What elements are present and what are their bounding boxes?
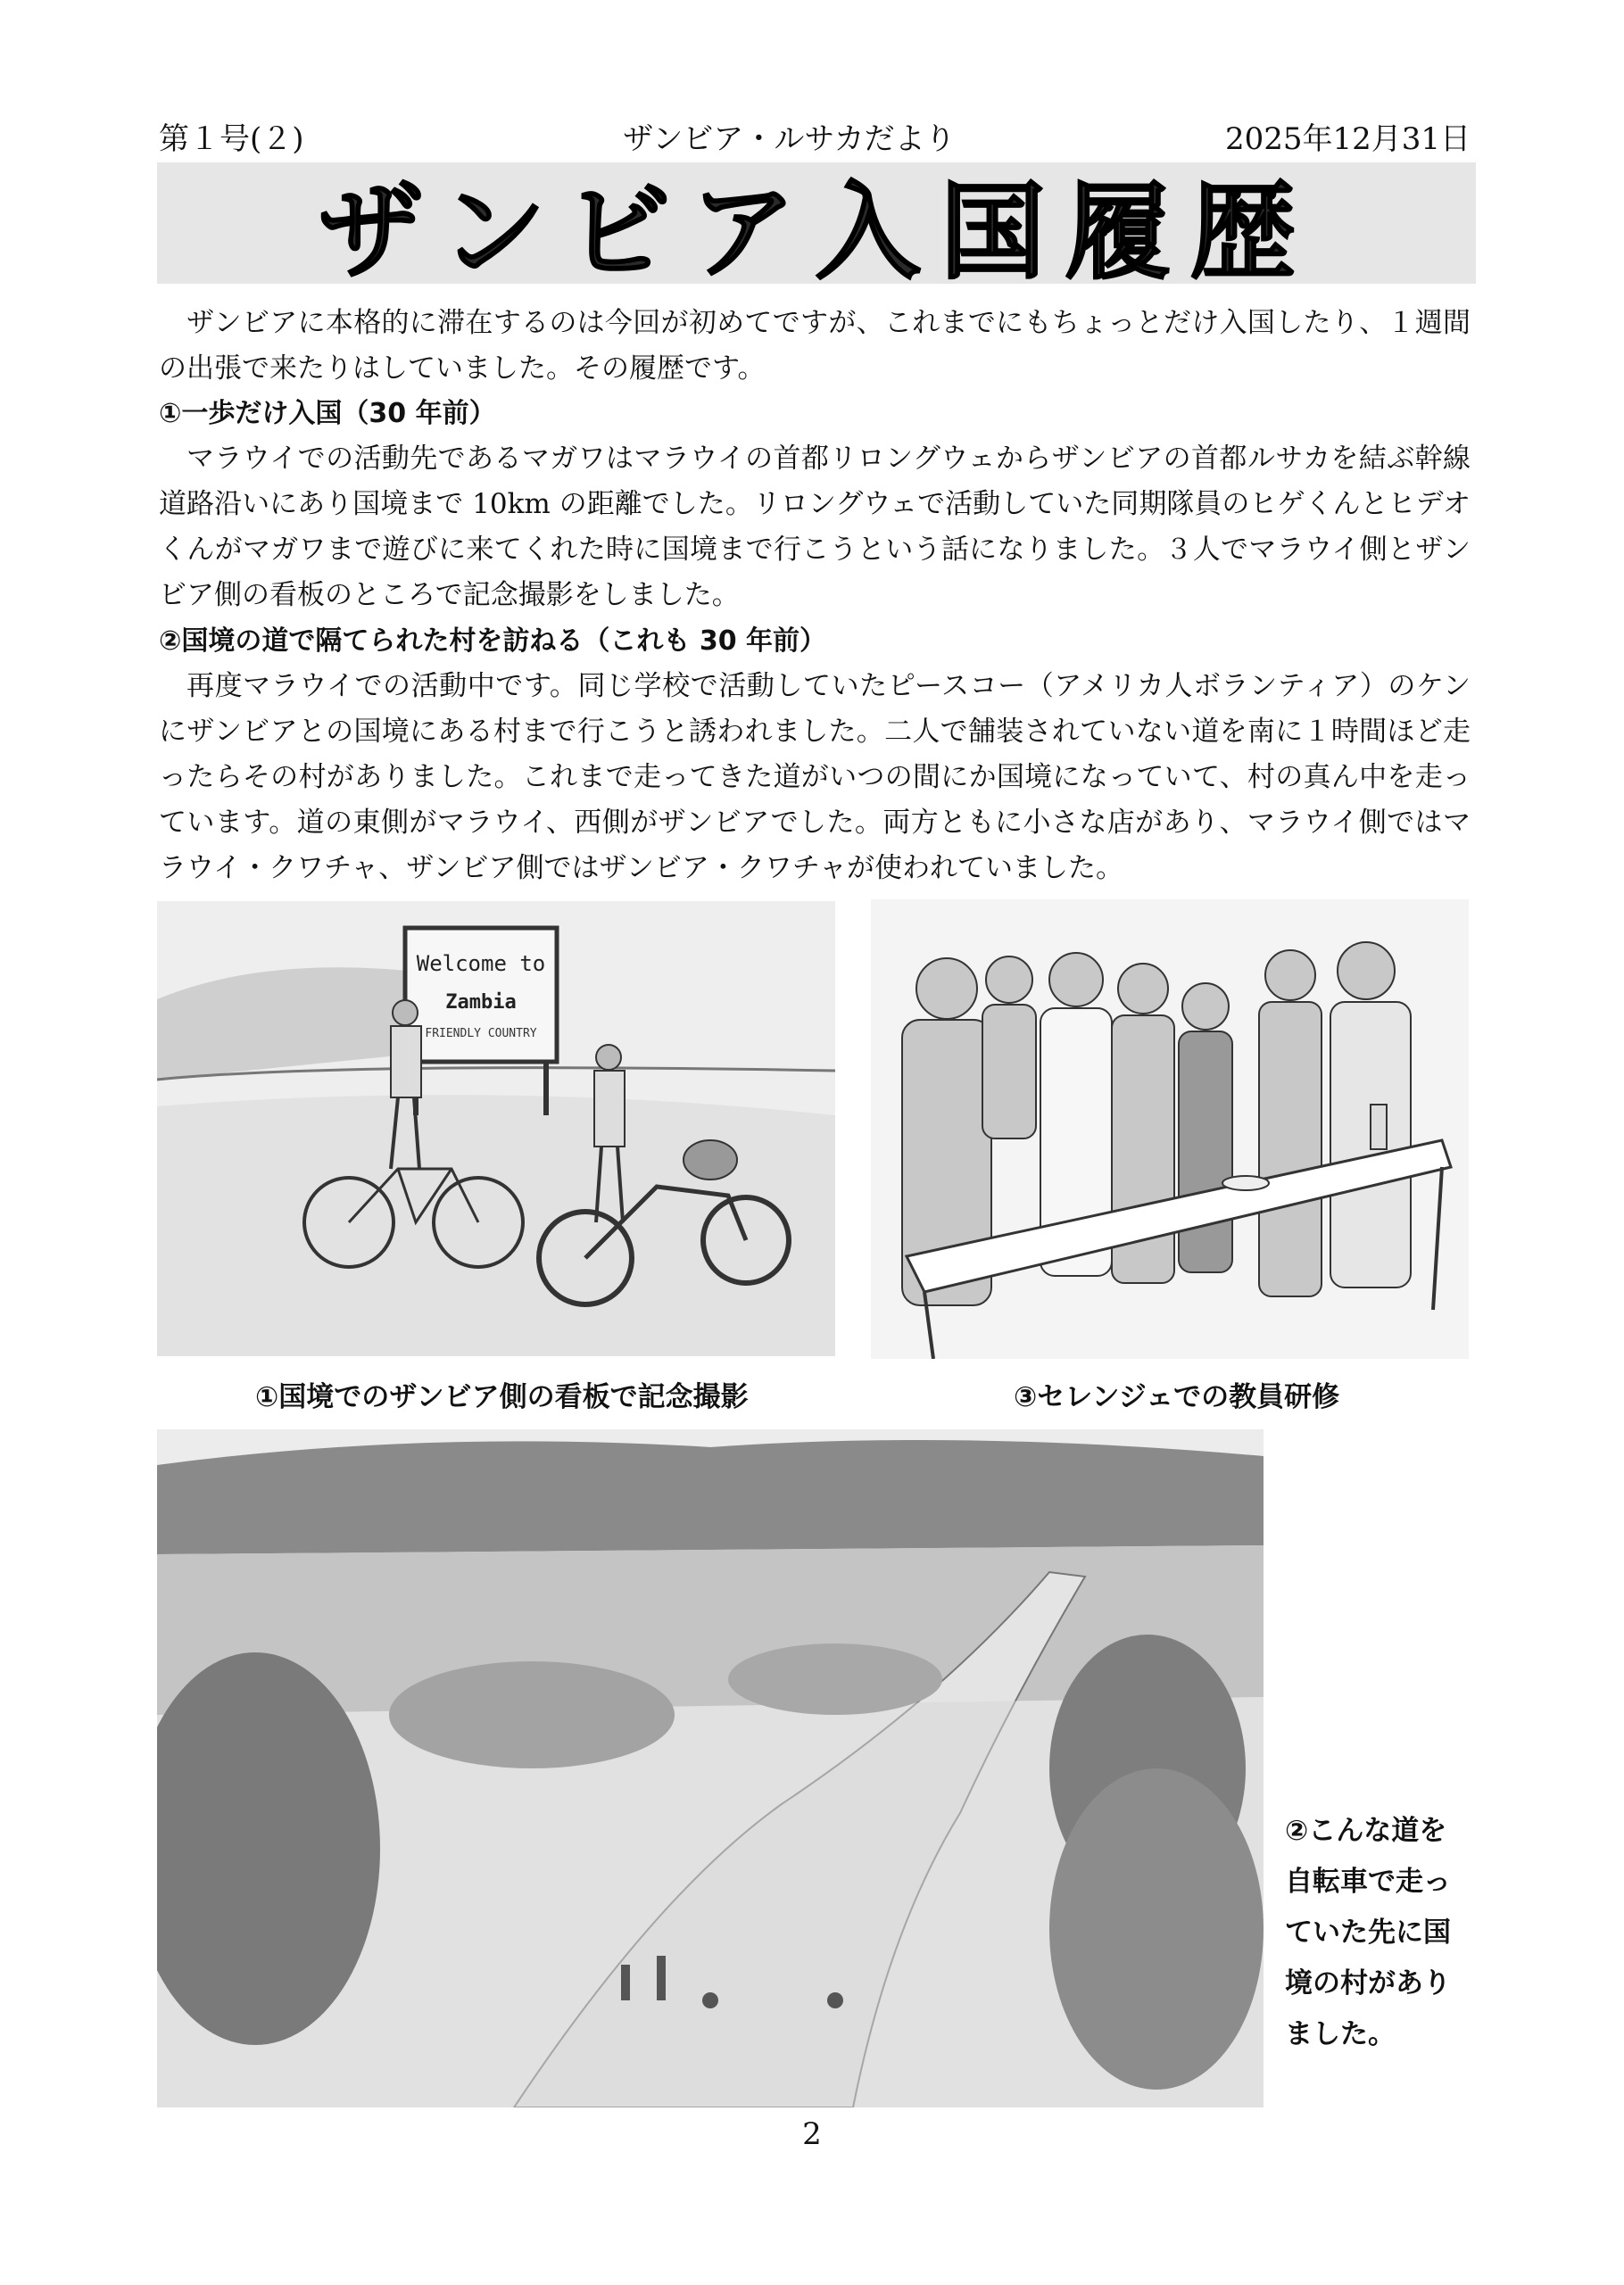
section-1-paragraph: マラウイでの活動先であるマガワはマラウイの首都リロングウェからザンビアの首都ルサカを結ぶ幹線道路沿いにあり国境まで 10km の距離でした。リロングウェで活動していた同期隊員のヒゲくんとヒデオくんがマガワまで遊びに来てくれた時に国境まで行こうという話になりました。３人でマラウイ側とザンビア側の看板のところで記念撮影をしました。 [159,443,1471,611]
newsletter-series-title: ザンビア・ルサカだより [623,121,956,157]
section-2-heading: ②国境の道で隔てられた村を訪ねる（これも 30 年前） [159,625,827,657]
caption-teacher-training: ③セレンジェでの教員研修 [1014,1381,1340,1413]
page-number: 2 [802,2116,822,2152]
section-2-body-block [159,664,1471,891]
section-1-heading: ①一歩だけ入国（30 年前） [159,398,496,429]
issue-number: 第１号(２) [159,121,304,157]
border-road-drawing [157,1429,1264,2107]
border-road-illustration [157,1429,1264,2107]
caption-border-sign: ①国境でのザンビア側の看板で記念撮影 [255,1381,749,1413]
intro-block [159,301,1471,392]
teacher-training-drawing [871,899,1469,1359]
sign-line-3: FRIENDLY COUNTRY [425,1027,537,1040]
sign-line-2: Zambia [445,991,517,1014]
issue-date: 2025年12月31日 [1224,121,1471,157]
caption-border-road: ②こんな道を自転車で走っていた先に国境の村がありました。 [1285,1815,1451,2050]
section-1-body-block [159,436,1471,618]
border-sign-drawing [157,901,835,1356]
title-banner [157,162,1476,294]
page-title: ザンビア入国履歴 [318,170,1315,294]
sign-line-1: Welcome to [416,951,546,976]
section-1-heading-block [159,391,1471,436]
section-2-paragraph: 再度マラウイでの活動中です。同じ学校で活動していたピースコー（アメリカ人ボランティア）のケンにザンビアとの国境にある村まで行こうと誘われました。二人で舗装されていない道を南に１時間ほど走ったらその村がありました。これまで走ってきた道がいつの間にか国境になっていて、村の真ん中を走っています。道の東側がマラウイ、西側がザンビアでした。両方ともに小さな店があり、マラウイ側ではマラウイ・クワチャ、ザンビア側ではザンビア・クワチャが使われていました。 [159,670,1471,884]
teacher-training-illustration [871,899,1469,1359]
section-2-heading-block [159,618,1471,664]
border-sign-illustration [157,901,835,1356]
intro-paragraph: ザンビアに本格的に滞在するのは今回が初めてですが、これまでにもちょっとだけ入国したり、１週間の出張で来たりはしていました。その履歴です。 [159,307,1471,385]
